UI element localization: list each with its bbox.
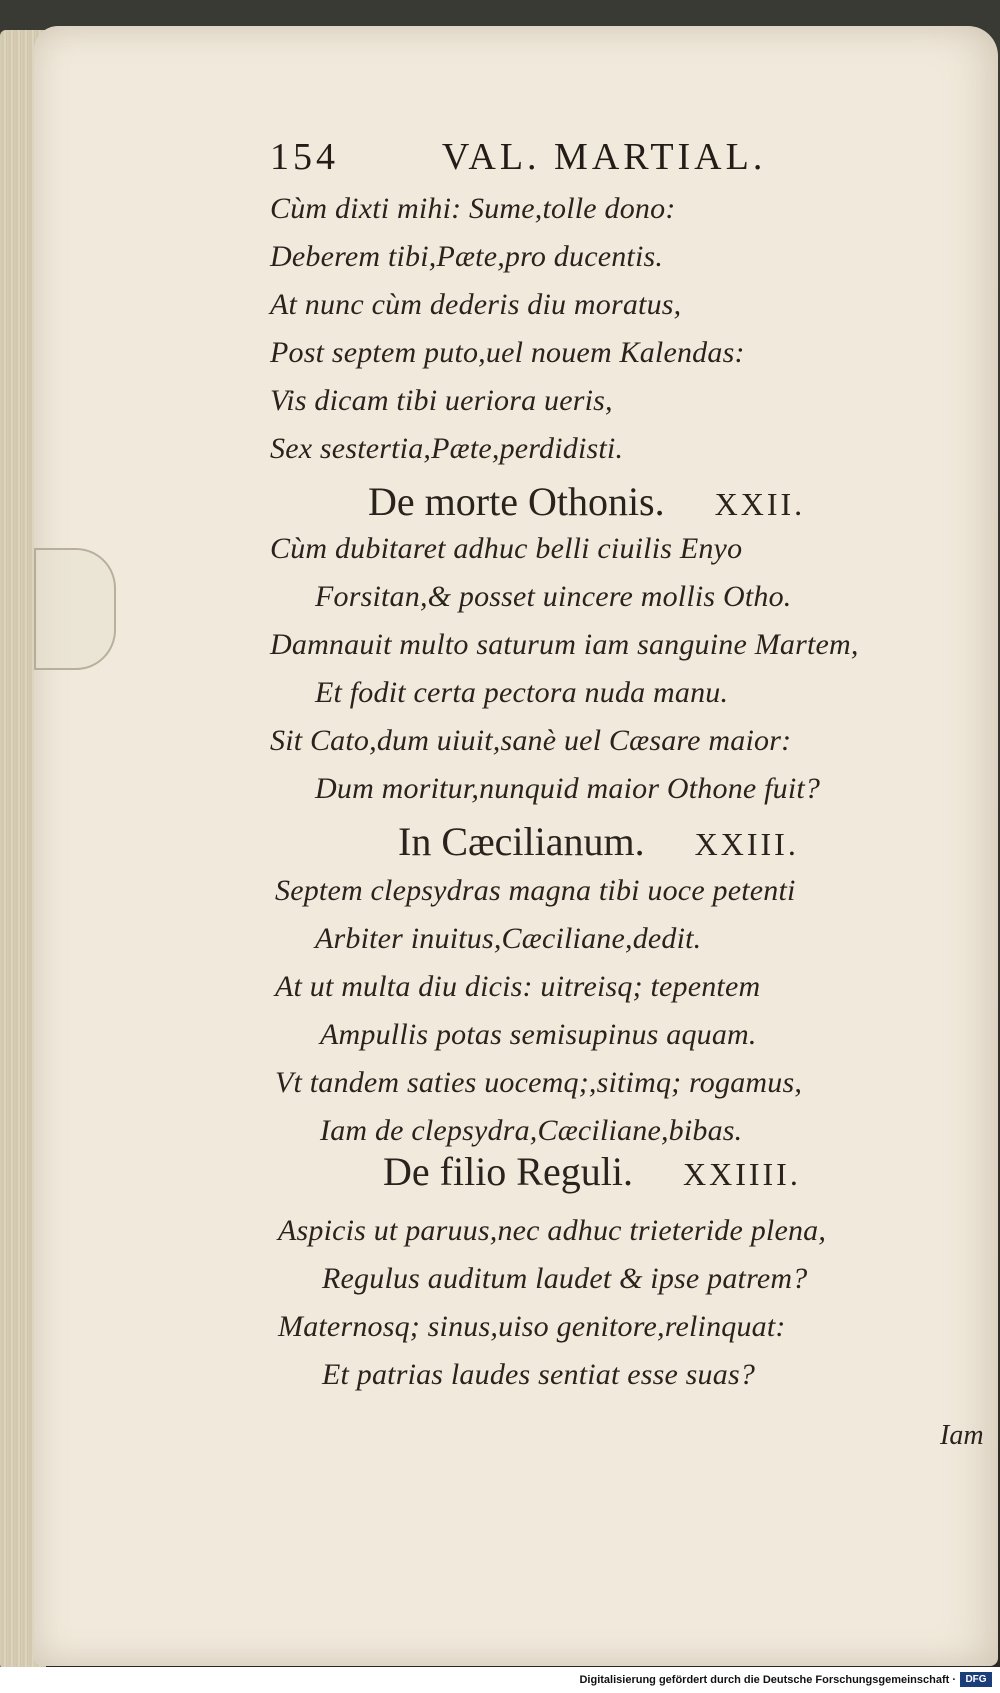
- verse-line: Cùm dixti mihi: Sume,tolle dono:: [270, 192, 676, 225]
- verse-line: Et fodit certa pectora nuda manu.: [315, 676, 729, 709]
- epigram-title: In Cæcilianum.: [398, 819, 645, 864]
- verse-line: Ampullis potas semisupinus aquam.: [320, 1018, 757, 1051]
- verse-line: Sit Cato,dum uiuit,sanè uel Cæsare maior:: [270, 724, 792, 757]
- epigram-number: XXIII.: [694, 826, 799, 862]
- running-header: [270, 135, 766, 179]
- verse-line: Damnauit multo saturum iam sanguine Martem,: [270, 628, 859, 661]
- verse-line: Dum moritur,nunquid maior Othone fuit?: [315, 772, 821, 805]
- epigram-heading: [368, 478, 805, 525]
- epigram-heading: [398, 818, 799, 865]
- page-number: 154: [270, 136, 339, 178]
- verse-line: Sex sestertia,Pæte,perdidisti.: [270, 432, 624, 465]
- epigram-number: XXIIII.: [682, 1156, 801, 1192]
- verse-line: Vis dicam tibi ueriora ueris,: [270, 384, 613, 417]
- verse-line: Et patrias laudes sentiat esse suas?: [322, 1358, 756, 1391]
- verse-line: Vt tandem saties uocemq;,sitimq; rogamus,: [275, 1066, 803, 1099]
- verse-line: At nunc cùm dederis diu moratus,: [270, 288, 682, 321]
- verse-line: Cùm dubitaret adhuc belli ciuilis Enyo: [270, 532, 743, 565]
- verse-line: Deberem tibi,Pæte,pro ducentis.: [270, 240, 664, 273]
- epigram-heading: [383, 1148, 801, 1195]
- verse-line: Regulus auditum laudet & ipse patrem?: [322, 1262, 808, 1295]
- credit-text: Digitalisierung gefördert durch die Deutsche Forschungsgemeinschaft ·: [579, 1674, 956, 1686]
- verse-line: Aspicis ut paruus,nec adhuc trieteride plena,: [278, 1214, 827, 1247]
- verse-line: At ut multa diu dicis: uitreisq; tepentem: [275, 970, 761, 1003]
- dfg-logo: DFG: [960, 1672, 992, 1687]
- clasp-tab: [34, 548, 116, 670]
- verse-line: Arbiter inuitus,Cæciliane,dedit.: [315, 922, 702, 955]
- catchword: Iam: [940, 1420, 984, 1451]
- epigram-title: De morte Othonis.: [368, 479, 665, 524]
- running-title: VAL. MARTIAL.: [441, 136, 767, 178]
- verse-line: Post septem puto,uel nouem Kalendas:: [270, 336, 745, 369]
- verse-line: Maternosq; sinus,uiso genitore,relinquat:: [278, 1310, 786, 1343]
- verse-line: Iam de clepsydra,Cæciliane,bibas.: [320, 1114, 743, 1147]
- epigram-title: De filio Reguli.: [383, 1149, 633, 1194]
- verse-line: Forsitan,& posset uincere mollis Otho.: [315, 580, 792, 613]
- credit-footer: [0, 1667, 1000, 1693]
- verse-line: Septem clepsydras magna tibi uoce petenti: [275, 874, 796, 907]
- epigram-number: XXII.: [714, 486, 806, 522]
